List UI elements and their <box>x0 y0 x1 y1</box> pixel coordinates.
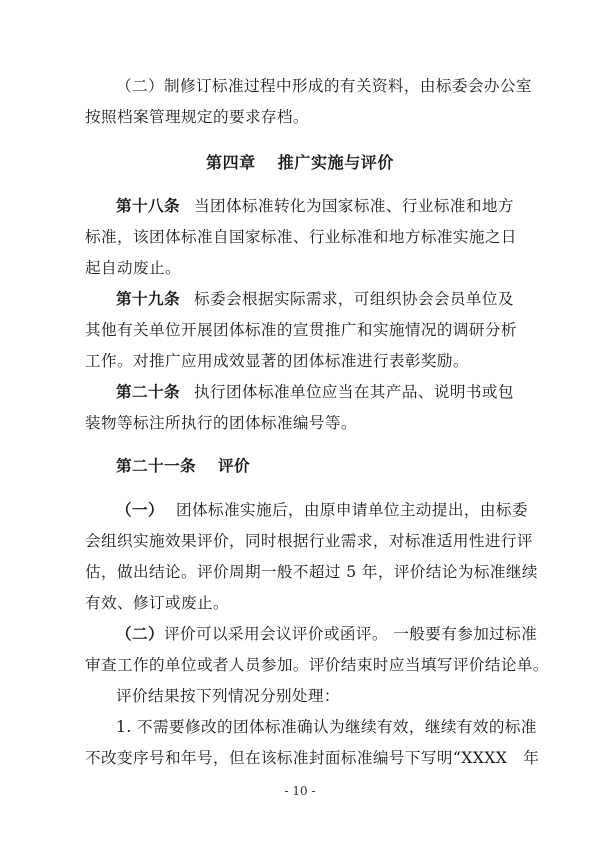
article-text: 当团体标准转化为国家标准、行业标准和地方 <box>193 197 514 215</box>
paragraph-line: 估，做出结论。评价周期一般不超过 5 年，评价结论为标准继续 <box>85 563 538 581</box>
paragraph-line: 工作。对推广应用成效显著的团体标准进行表彰奖励。 <box>85 352 469 370</box>
paragraph-line: 其他有关单位开展团体标准的宣贯推广和实施情况的调研分析 <box>85 321 517 339</box>
article-label: 第十八条 <box>116 197 180 215</box>
paragraph-line: 审查工作的单位或者人员参加。评价结束时应当填写评价结论单。 <box>85 656 549 674</box>
paragraph-line: 会组织实施效果评价，同时根据行业需求，对标准适用性进行评 <box>85 532 533 550</box>
article-title: 评价 <box>217 457 250 475</box>
clause-label: （二） <box>116 625 164 643</box>
paragraph-line: 不改变序号和年号，但在该标准封面标准编号下写明“XXXX 年 <box>85 749 540 767</box>
paragraph-line: 有效、修订或废止。 <box>85 594 229 612</box>
article-18 <box>116 196 556 216</box>
paragraph-line: 评价结果按下列情况分别处理： <box>116 687 340 705</box>
chapter-number: 第四章 <box>205 153 256 172</box>
article-19 <box>116 289 556 309</box>
chapter-heading <box>0 152 600 174</box>
paragraph-line: 按照档案管理规定的要求存档。 <box>85 108 309 126</box>
paragraph-line: 标准，该团体标准自国家标准、行业标准和地方标准实施之日 <box>85 228 517 246</box>
article-text: 标委会根据实际需求，可组织协会会员单位及 <box>193 290 514 308</box>
article-21 <box>116 456 556 476</box>
clause-1 <box>116 500 556 520</box>
clause-text: 团体标准实施后，由原申请单位主动提出，由标委 <box>175 501 528 519</box>
paragraph-line: （二）制修订标准过程中形成的有关资料，由标委会办公室 <box>116 77 532 95</box>
paragraph-line: 1. 不需要修改的团体标准确认为继续有效，继续有效的标准 <box>116 718 537 736</box>
clause-2 <box>116 624 556 644</box>
paragraph-line: 起自动废止。 <box>85 259 181 277</box>
article-label: 第二十一条 <box>116 457 196 475</box>
clause-text: 评价可以采用会议评价或函评。 一般要有参加过标准 <box>163 625 538 643</box>
article-label: 第十九条 <box>116 290 180 308</box>
clause-label: （一） <box>116 501 164 519</box>
article-text: 执行团体标准单位应当在其产品、说明书或包 <box>193 383 514 401</box>
paragraph-line: 装物等标注所执行的团体标准编号等。 <box>85 414 357 432</box>
chapter-title: 推广实施与评价 <box>277 153 394 172</box>
article-20 <box>116 382 556 402</box>
page-number: - 10 - <box>284 784 316 798</box>
article-label: 第二十条 <box>116 383 180 401</box>
